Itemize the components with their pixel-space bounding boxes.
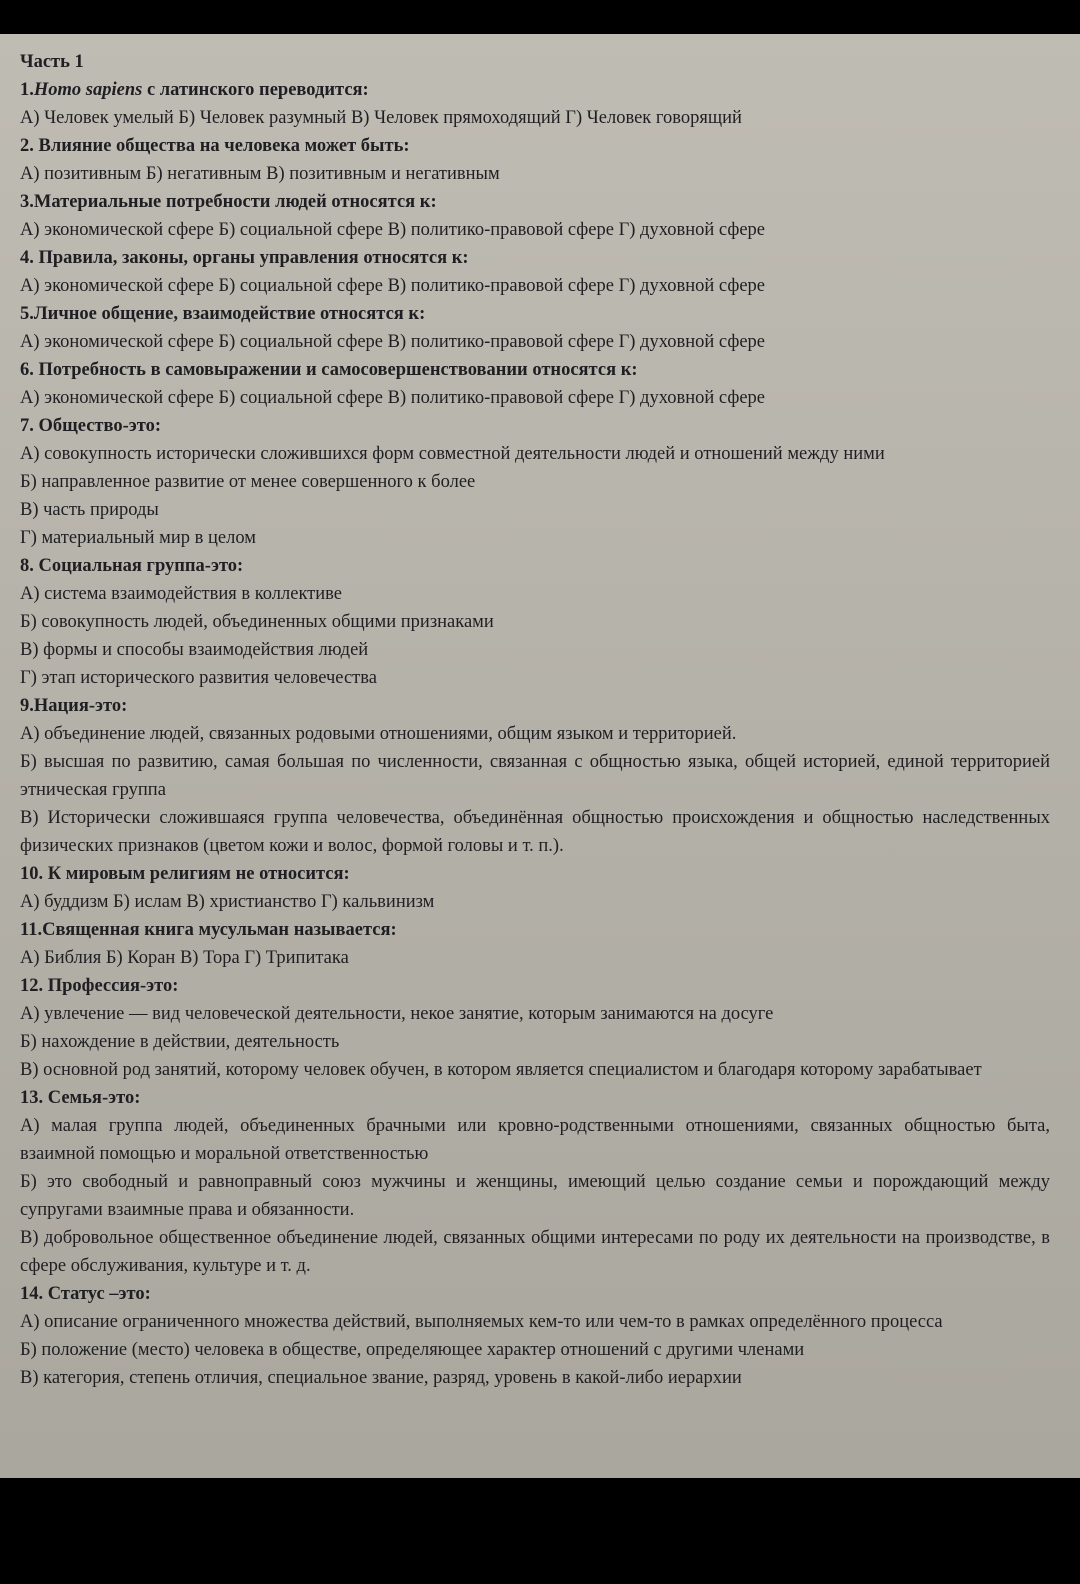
- question-8-option-b: Б) совокупность людей, объединенных общими признаками: [20, 612, 494, 632]
- question-7-option-a: А) совокупность исторически сложившихся форм совместной деятельности людей и отношений между ними: [20, 444, 885, 464]
- question-11: 11.Священная книга мусульман называется:: [20, 920, 397, 940]
- question-1: [20, 76, 1060, 104]
- question-6: 6. Потребность в самовыражении и самосовершенствовании относятся к:: [20, 360, 638, 380]
- question-3-answers: А) экономической сфере Б) социальной сфере В) политико-правовой сфере Г) духовной сфере: [20, 220, 766, 240]
- question-12-option-a: А) увлечение — вид человеческой деятельности, некое занятие, которым занимаются на досуге: [20, 1004, 774, 1024]
- question-14: 14. Статус –это:: [20, 1284, 151, 1304]
- question-6-answers: А) экономической сфере Б) социальной сфере В) политико-правовой сфере Г) духовной сфере: [20, 388, 766, 408]
- question-2: 2. Влияние общества на человека может быть:: [20, 136, 410, 156]
- question-9-option-a: А) объединение людей, связанных родовыми отношениями, общим языком и территорией.: [20, 724, 737, 744]
- question-2-answers: А) позитивным Б) негативным В) позитивным и негативным: [20, 164, 500, 184]
- question-14-option-c: В) категория, степень отличия, специальное звание, разряд, уровень в какой-либо иерархии: [20, 1368, 742, 1388]
- question-12: 12. Профессия-это:: [20, 976, 179, 996]
- question-10-answers: А) буддизм Б) ислам В) христианство Г) кальвинизм: [20, 892, 435, 912]
- question-13-option-b: Б) это свободный и равноправный союз мужчины и женщины, имеющий целью создание семьи и порождающий между супругами взаимные права и обязанности.: [20, 1172, 1050, 1220]
- question-1-answers: А) Человек умелый Б) Человек разумный В) Человек прямоходящий Г) Человек говорящий: [20, 108, 742, 128]
- question-14-option-b: Б) положение (место) человека в обществе, определяющее характер отношений с другими членами: [20, 1340, 805, 1360]
- question-7: 7. Общество-это:: [20, 416, 162, 436]
- question-9-option-b: Б) высшая по развитию, самая большая по численности, связанная с общностью языка, общей историей, единой территорией этническая группа: [20, 752, 1050, 800]
- question-5: 5.Личное общение, взаимодействие относятся к:: [20, 304, 426, 324]
- question-11-answers: А) Библия Б) Коран В) Тора Г) Трипитака: [20, 948, 349, 968]
- question-14-option-a: А) описание ограниченного множества действий, выполняемых кем-то или чем-то в рамках определённого процесса: [20, 1312, 943, 1332]
- question-8-option-c: В) формы и способы взаимодействия людей: [20, 640, 369, 660]
- question-3: 3.Материальные потребности людей относятся к:: [20, 192, 437, 212]
- question-13-option-a: А) малая группа людей, объединенных брачными или кровно-родственными отношениями, связанных общностью быта, взаимной помощью и моральной ответственностью: [20, 1116, 1050, 1164]
- question-9: 9.Нация-это:: [20, 696, 128, 716]
- question-8-option-a: А) система взаимодействия в коллективе: [20, 584, 343, 604]
- question-7-option-b: Б) направленное развитие от менее совершенного к более: [20, 472, 476, 492]
- question-7-option-c: В) часть природы: [20, 500, 159, 520]
- question-12-option-b: Б) нахождение в действии, деятельность: [20, 1032, 340, 1052]
- question-13: 13. Семья-это:: [20, 1088, 141, 1108]
- question-1-latin-term: Homo sapiens: [33, 80, 143, 100]
- question-8-option-d: Г) этап исторического развития человечества: [20, 668, 377, 688]
- question-1-text: с латинского переводится:: [142, 80, 369, 100]
- worksheet-content: [20, 48, 1060, 1392]
- question-12-option-c: В) основной род занятий, которому человек обучен, в котором является специалистом и благодаря которому зарабатывает: [20, 1060, 982, 1080]
- worksheet-page: [0, 34, 1080, 1478]
- question-1-number: 1.: [20, 80, 34, 100]
- question-8: 8. Социальная группа-это:: [20, 556, 244, 576]
- question-4: 4. Правила, законы, органы управления относятся к:: [20, 248, 469, 268]
- question-9-option-c: В) Исторически сложившаяся группа человечества, объединённая общностью происхождения и общностью наследственных физических признаков (цветом кожи и волос, формой головы и т. п.).: [20, 808, 1050, 856]
- question-5-answers: А) экономической сфере Б) социальной сфере В) политико-правовой сфере Г) духовной сфере: [20, 332, 766, 352]
- question-4-answers: А) экономической сфере Б) социальной сфере В) политико-правовой сфере Г) духовной сфере: [20, 276, 766, 296]
- question-10: 10. К мировым религиям не относится:: [20, 864, 350, 884]
- question-13-option-c: В) добровольное общественное объединение людей, связанных общими интересами по роду их деятельности на производстве, в сфере обслуживания, культуре и т. д.: [20, 1228, 1050, 1276]
- part-title: Часть 1: [20, 52, 84, 72]
- question-7-option-d: Г) материальный мир в целом: [20, 528, 256, 548]
